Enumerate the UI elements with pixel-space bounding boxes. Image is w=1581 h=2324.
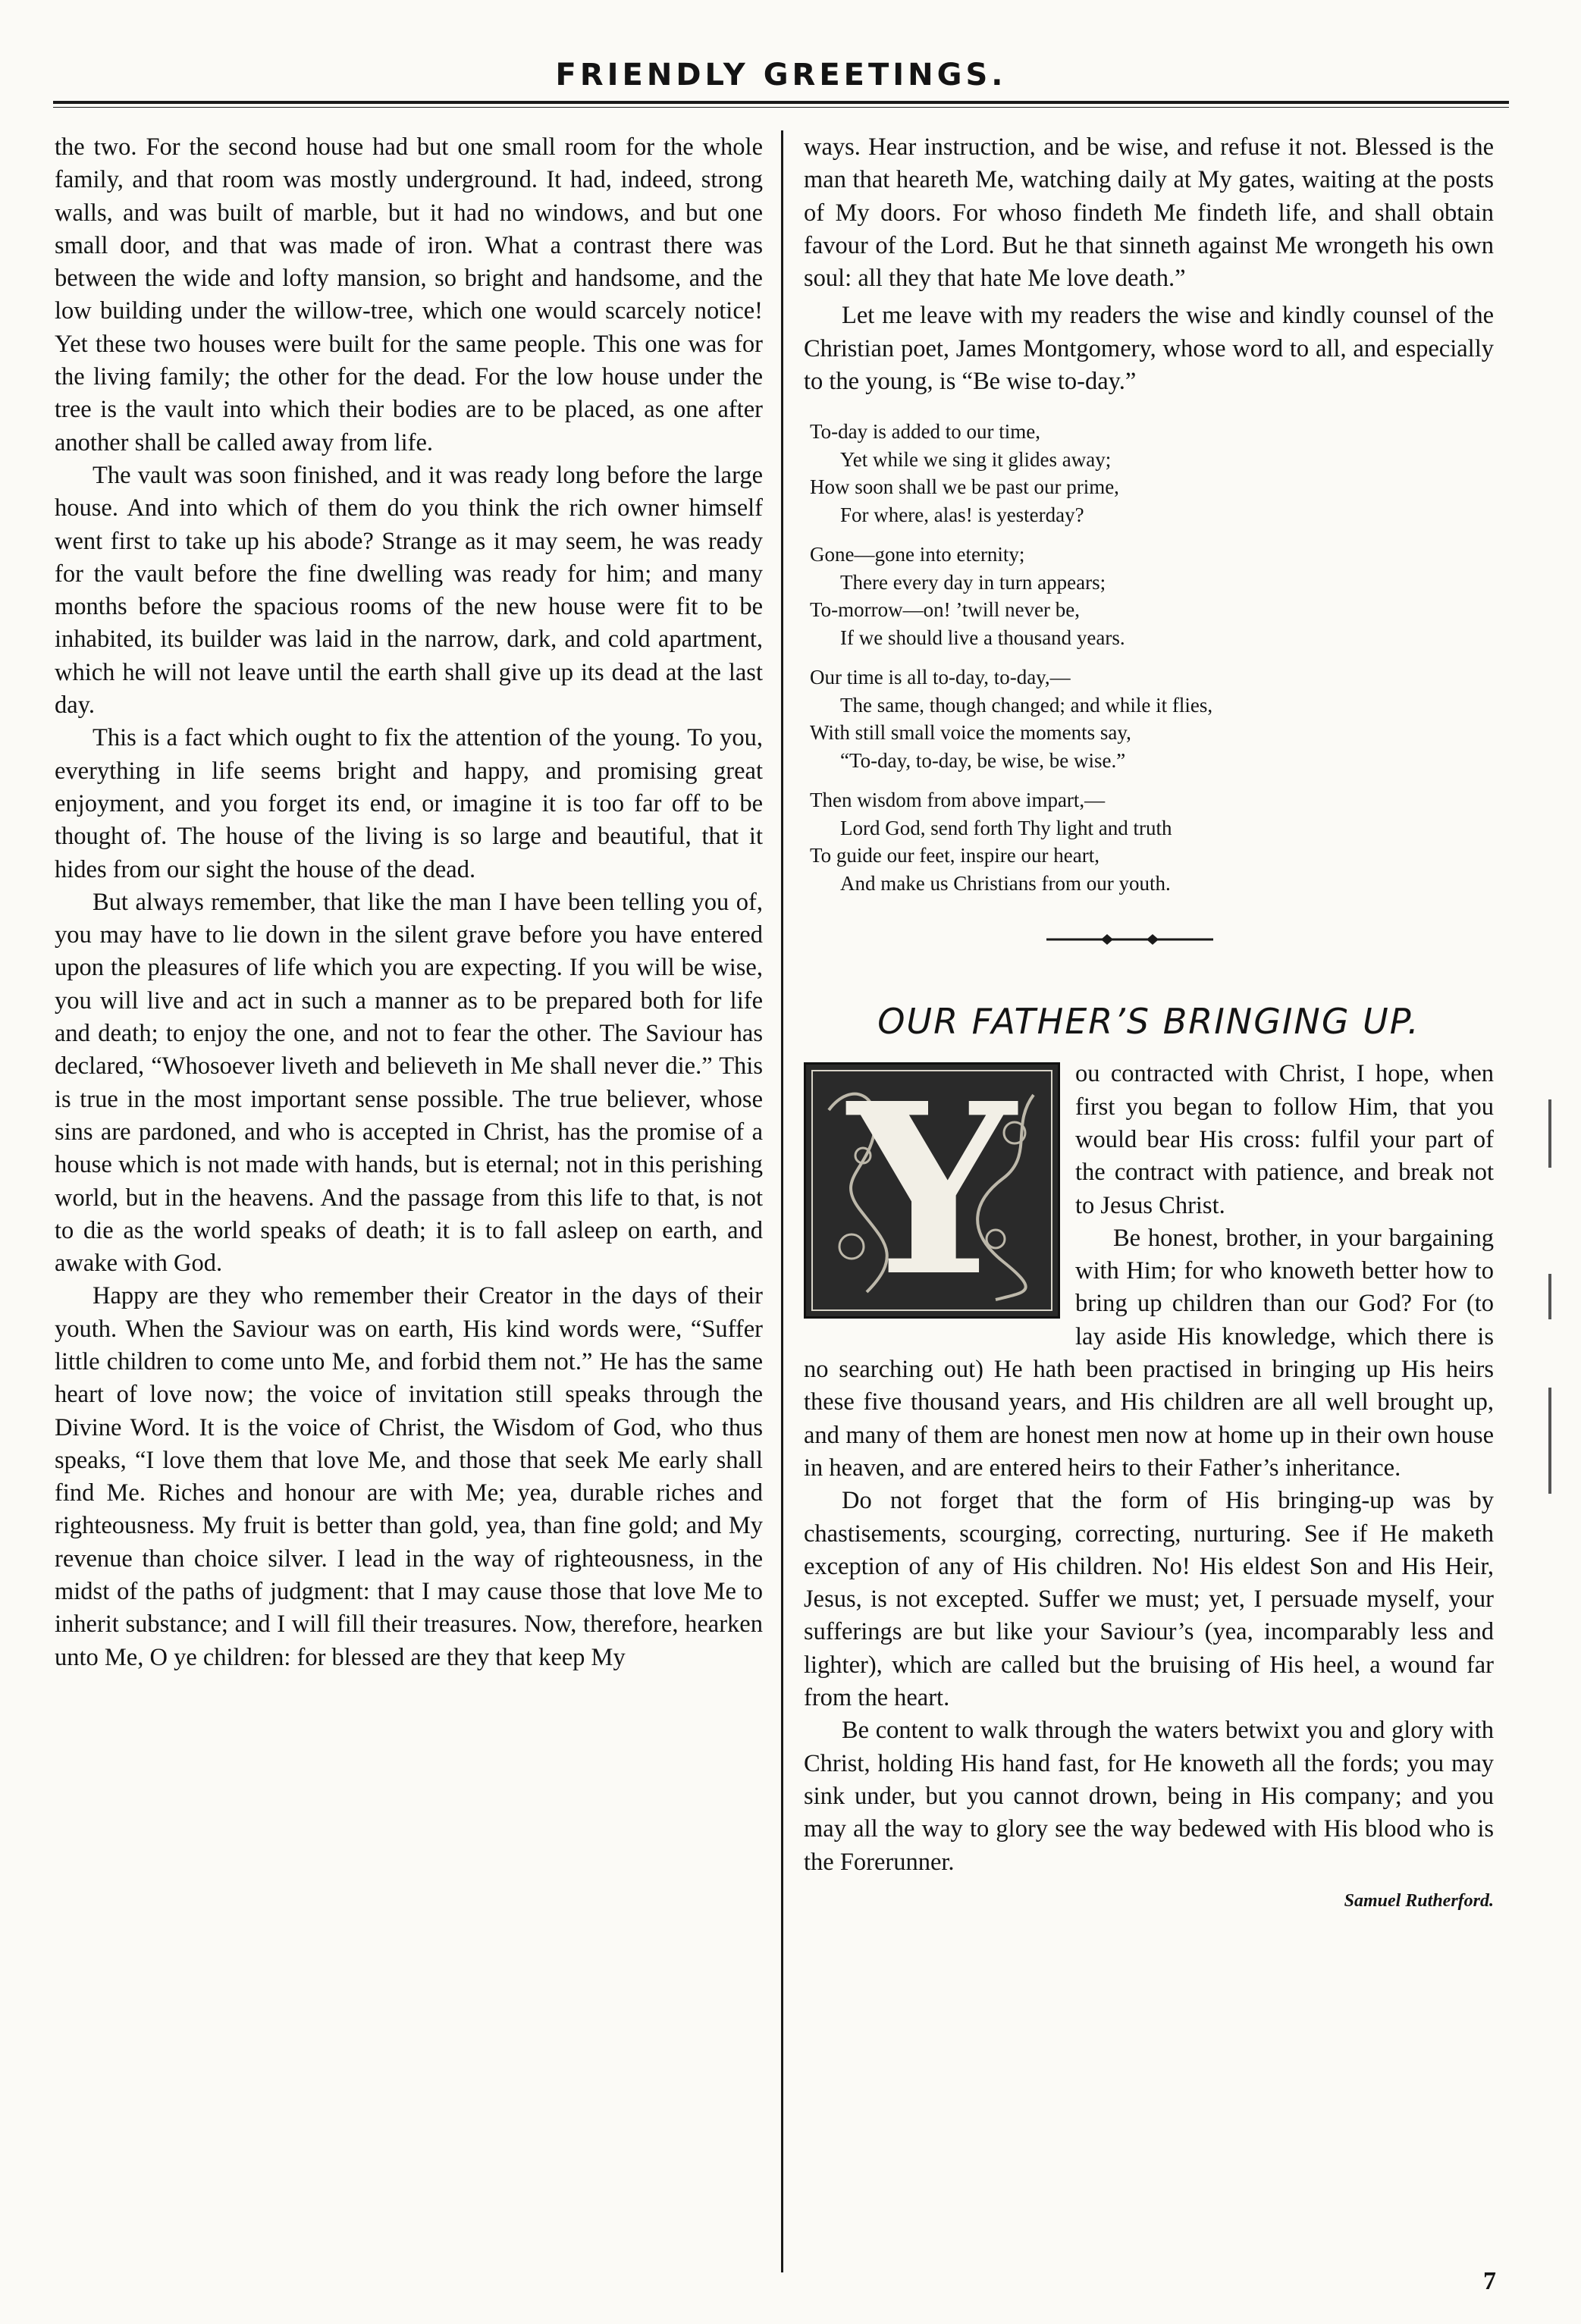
- poem-line: If we should live a thousand years.: [840, 626, 1125, 649]
- article-paragraph-4: Be content to walk through the waters betwixt you and glory with Christ, holding His hand fast, for He knoweth all the fords; you may sink under, but you cannot drown, being in His company; and you may all the way to glory see the way bedewed with His blood who is the Forerunner.: [804, 1717, 1494, 1876]
- author-signature: Samuel Rutherford.: [1344, 1890, 1494, 1911]
- left-paragraph-2: The vault was soon finished, and it was ready long before the large house. And into which of them do you think the rich owner himself went first to take up his abode? Strange as it may seem, he was ready for the vault before the fine dwelling was ready for him; and many months before the spacious rooms of the new house were fit to be inhabited, its builder was laid in the narrow, dark, and cold apartment, which he will not leave until the earth shall give up its dead at the last day.: [55, 461, 763, 720]
- ornamental-dropcap: [804, 1052, 1060, 1329]
- right-intro-paragraph-1: ways. Hear instruction, and be wise, and refuse it not. Blessed is the man that heareth Me, watching daily at My gates, waiting at the posts of My doors. For whoso findeth Me findeth life, and shall obtain favour of the Lord. But he that sinneth against Me wrongeth his own soul: all they that hate Me love death.”: [804, 133, 1494, 293]
- article-paragraph-3: Do not forget that the form of His bringing-up was by chastisements, scourging, correcting, nurturing. See if He maketh exception of any of His children. No! His eldest Son and His Heir, Jesus, is not excepted. Suffer we must; yet, I persuade myself, your sufferings are but like your Saviour’s (yea, incomparably less and lighter), which are called but the bruising of His heel, a wound far from the heart.: [804, 1487, 1494, 1712]
- left-column: [55, 131, 763, 1674]
- left-paragraph-3: This is a fact which ought to fix the attention of the young. To you, everything in life seems bright and happy, and promising great enjoyment, and you forget its end, or imagine it is too far off to be thought of. The house of the living is so large and beautiful, that it hides from our sight the house of the dead.: [55, 724, 763, 883]
- page-header-title: FRIENDLY GREETINGS.: [555, 58, 1007, 93]
- right-column: [804, 131, 1494, 1918]
- poem-line: For where, alas! is yesterday?: [840, 503, 1084, 526]
- article-paragraph-2: Be honest, brother, in your bargaining with Him; for who knoweth better how to bring up children than our God? For (to lay aside His knowledge, which there is no searching out) He hath been practised in bringing up His heirs these five thousand years, and His children are all well brought up, and many of them are honest men now at home up in their own house in heaven, and are entered heirs to their Father’s inheritance.: [804, 1224, 1494, 1482]
- margin-binding-marks: [1548, 1099, 1554, 1554]
- article-title: OUR FATHER’S BRINGING UP.: [877, 1001, 1420, 1043]
- poem-stanza-4: [810, 786, 1494, 897]
- article-body: [804, 1052, 1494, 1918]
- poem-line: How soon shall we be past our prime,: [810, 475, 1119, 499]
- right-intro-paragraph-2: Let me leave with my readers the wise and kindly counsel of the Christian poet, James Montgomery, whose word to all, and especially to the young, is “Be wise to-day.”: [804, 302, 1494, 396]
- poem: [810, 418, 1494, 897]
- poem-line: “To-day, to-day, be wise, be wise.”: [840, 748, 1126, 772]
- poem-line: Gone—gone into eternity;: [810, 543, 1025, 566]
- poem-line: Yet while we sing it glides away;: [840, 447, 1112, 471]
- poem-line: Then wisdom from above impart,—: [810, 789, 1106, 812]
- header-rule-thin: [53, 107, 1509, 108]
- poem-line: To-morrow—on! ’twill never be,: [810, 598, 1081, 622]
- poem-line: There every day in turn appears;: [840, 570, 1106, 594]
- left-paragraph-4: But always remember, that like the man I have been telling you of, you may have to lie down in the silent grave before you have entered upon the pleasures of life which you are expecting. If you will be wise, you will live and act in such a manner as to be prepared both for life and death; to enjoy the one, and not to fear the other. The Saviour has declared, “Whosoever liveth and believeth in Me shall never die.” This is true in the most important sense possible. The true believer, whose sins are pardoned, and who is accepted in Christ, has the promise of a house which is not made with hands, but is eternal; not in this perishing world, but in the heavens. And the passage from this life to that, is not to die as the world speaks of death; it is to fall asleep on earth, and awake with God.: [55, 888, 763, 1278]
- dropcap-letter: Y: [848, 1052, 1016, 1329]
- poem-line: With still small voice the moments say,: [810, 721, 1131, 745]
- poem-stanza-2: [810, 541, 1494, 651]
- poem-line: Our time is all to-day, to-day,—: [810, 666, 1071, 689]
- column-divider: [781, 130, 783, 2272]
- header-rule-thick: [53, 101, 1509, 104]
- poem-stanza-3: [810, 663, 1494, 774]
- poem-line: The same, though changed; and while it flies,: [840, 693, 1213, 717]
- poem-stanza-1: [810, 418, 1494, 528]
- left-paragraph-1: the two. For the second house had but one small room for the whole family, and that room was mostly underground. It had, indeed, strong walls, and was built of marble, but it had no windows, and but one small door, and that was made of iron. What a contrast there was between the wide and lofty mansion, so bright and handsome, and the low building under the willow-tree, which one would scarcely notice! Yet these two houses were built for the same people. This one was for the living family; the other for the dead. For the low house under the tree is the vault into which their bodies are to be placed, as one after another shall be called away from life.: [55, 133, 763, 456]
- left-paragraph-5: Happy are they who remember their Creator in the days of their youth. When the Saviour was on earth, His kind words were, “Suffer little children to come unto Me, and forbid them not.” He has the same heart of love now; the voice of invitation still speaks through the Divine Word. It is the voice of Christ, the Wisdom of God, who thus speaks, “I love them that love Me, and those that seek Me early shall find Me. Riches and honour are with Me; yea, durable riches and righteousness. My fruit is better than gold, yea, than fine gold; and My revenue than choice silver. I lead in the way of righteousness, in the midst of the paths of judgment: that I may cause those that love Me to inherit substance; and I will fill their treasures. Now, therefore, hearken unto Me, O ye children: for blessed are they that keep My: [55, 1282, 763, 1671]
- poem-line: To-day is added to our time,: [810, 420, 1041, 444]
- section-divider-ornament: [804, 909, 1494, 1000]
- page-number: 7: [1483, 2267, 1496, 2295]
- article-first-paragraph: ou contracted with Christ, I hope, when first you began to follow Him, that you would bear His cross: fulfil your part of the contract with patience, and break not to Jesus Christ.: [1075, 1060, 1494, 1219]
- poem-line: To guide our feet, inspire our heart,: [810, 844, 1099, 867]
- poem-line: And make us Christians from our youth.: [840, 871, 1171, 895]
- poem-line: Lord God, send forth Thy light and truth: [840, 816, 1172, 839]
